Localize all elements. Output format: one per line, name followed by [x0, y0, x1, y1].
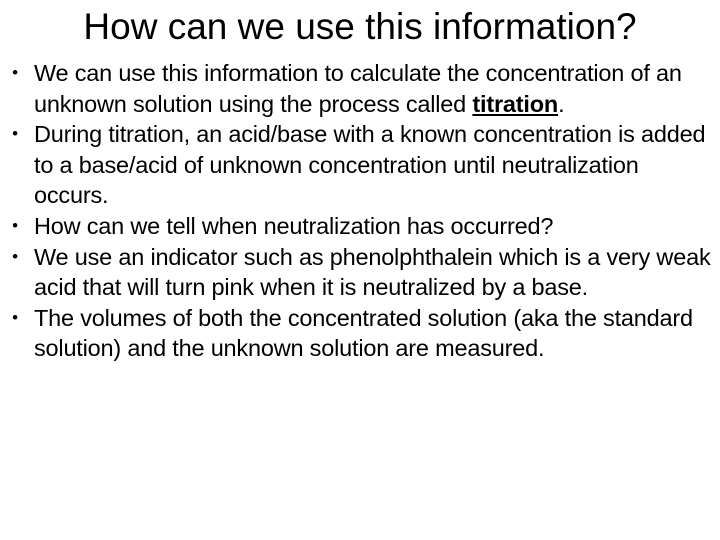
bullet-item-indicator: [8, 242, 716, 303]
key-term-titration: titration: [472, 90, 559, 117]
bullet-text-end: .: [558, 90, 565, 117]
bullet-item-volumes: [8, 303, 716, 364]
bullet-item-titration: [8, 58, 716, 119]
bullet-icon: •: [12, 307, 18, 327]
bullet-text: The volumes of both the concentrated solution (aka the standard solution) and the unknown solution are measured.: [34, 304, 693, 362]
bullet-list: [8, 58, 716, 364]
slide-title: How can we use this information?: [83, 6, 637, 47]
bullet-icon: •: [12, 246, 18, 266]
bullet-icon: •: [12, 215, 18, 235]
bullet-text: How can we tell when neutralization has occurred?: [34, 212, 554, 239]
bullet-item-question: [8, 211, 716, 242]
bullet-icon: •: [12, 124, 18, 144]
bullet-text: We can use this information to calculate the concentration of an unknown solution using the process called: [34, 60, 682, 117]
bullet-icon: •: [12, 63, 18, 82]
bullet-item-during-titration: [8, 119, 716, 211]
bullet-text: During titration, an acid/base with a known concentration is added to a base/acid of unknown concentration until neutralization occurs.: [34, 121, 706, 209]
bullet-text: We use an indicator such as phenolphthalein which is a very weak acid that will turn pink when it is neutralized by a base.: [34, 243, 711, 301]
